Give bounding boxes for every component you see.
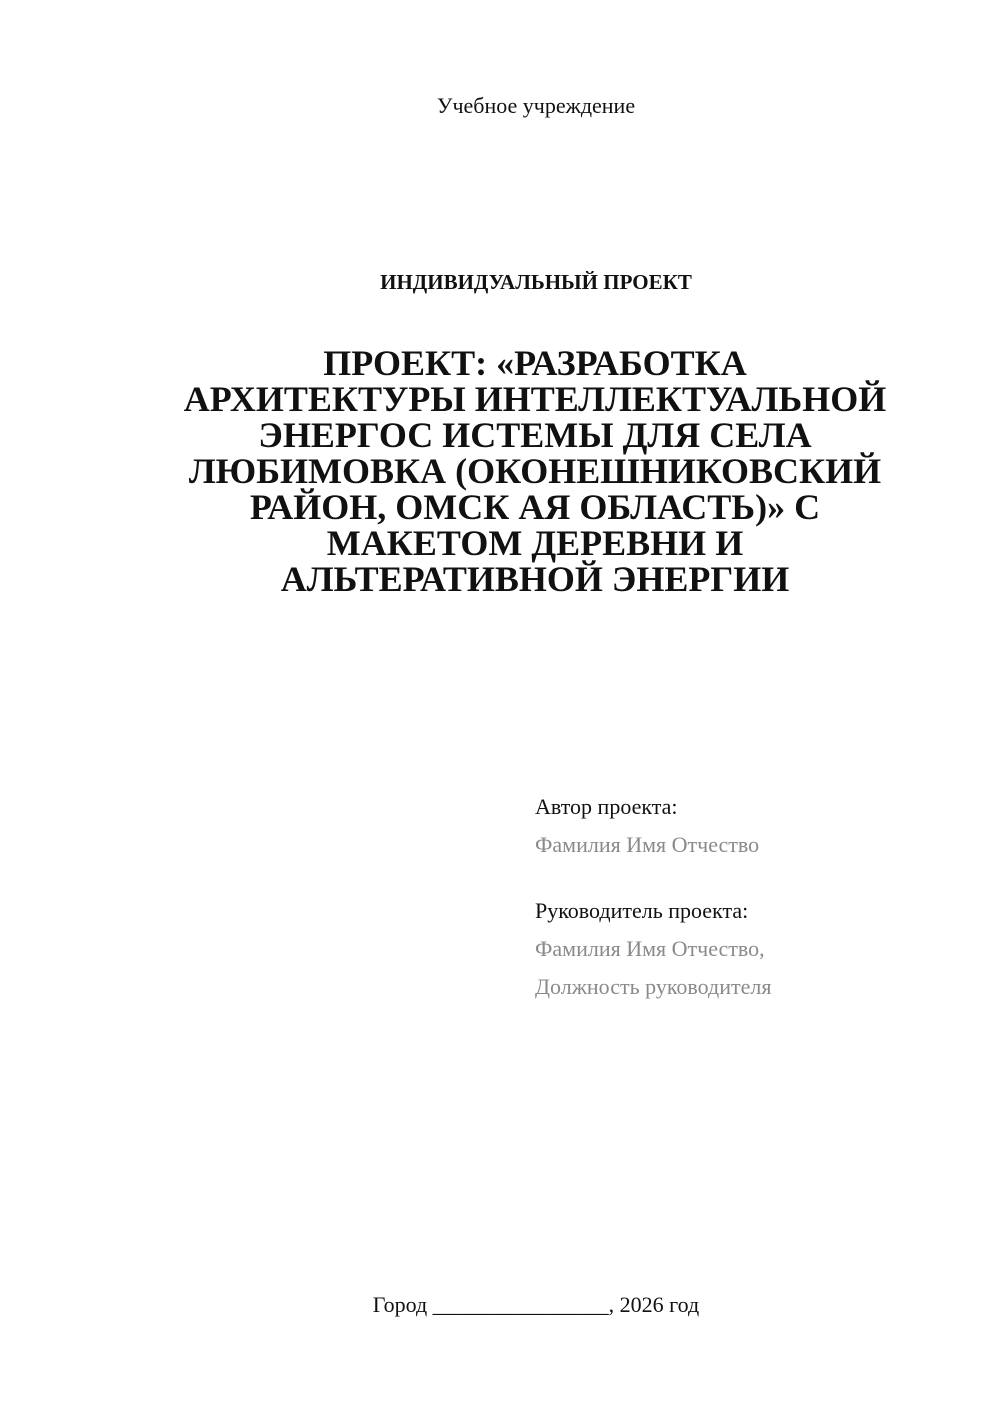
project-type-heading: ИНДИВИДУАЛЬНЫЙ ПРОЕКТ [380, 270, 692, 294]
supervisor-name-placeholder: Фамилия Имя Отчество, [535, 936, 765, 961]
title-line: РАЙОН, ОМСК АЯ ОБЛАСТЬ)» С [249, 487, 821, 527]
city-year-footer: Город ________________, 2026 год [372, 1292, 700, 1317]
title-line: ЛЮБИМОВКА (ОКОНЕШНИКОВСКИЙ [188, 451, 882, 491]
project-title [150, 345, 920, 597]
institution-name: Учебное учреждение [436, 93, 636, 118]
author-name-placeholder: Фамилия Имя Отчество [535, 832, 760, 857]
author-label: Автор проекта: [535, 794, 678, 819]
title-line: ПРОЕКТ: «РАЗРАБОТКА [323, 343, 747, 383]
supervisor-label: Руководитель проекта: [535, 898, 749, 923]
spacer [535, 864, 975, 892]
title-line: ЭНЕРГОС ИСТЕМЫ ДЛЯ СЕЛА [258, 415, 812, 455]
title-line: АЛЬТЕРАТИВНОЙ ЭНЕРГИИ [280, 559, 790, 599]
authors-block [535, 788, 975, 1006]
title-line: АРХИТЕКТУРЫ ИНТЕЛЛЕКТУАЛЬНОЙ [183, 379, 887, 419]
supervisor-position-placeholder: Должность руководителя [535, 974, 772, 999]
title-line: МАКЕТОМ ДЕРЕВНИ И [326, 523, 744, 563]
